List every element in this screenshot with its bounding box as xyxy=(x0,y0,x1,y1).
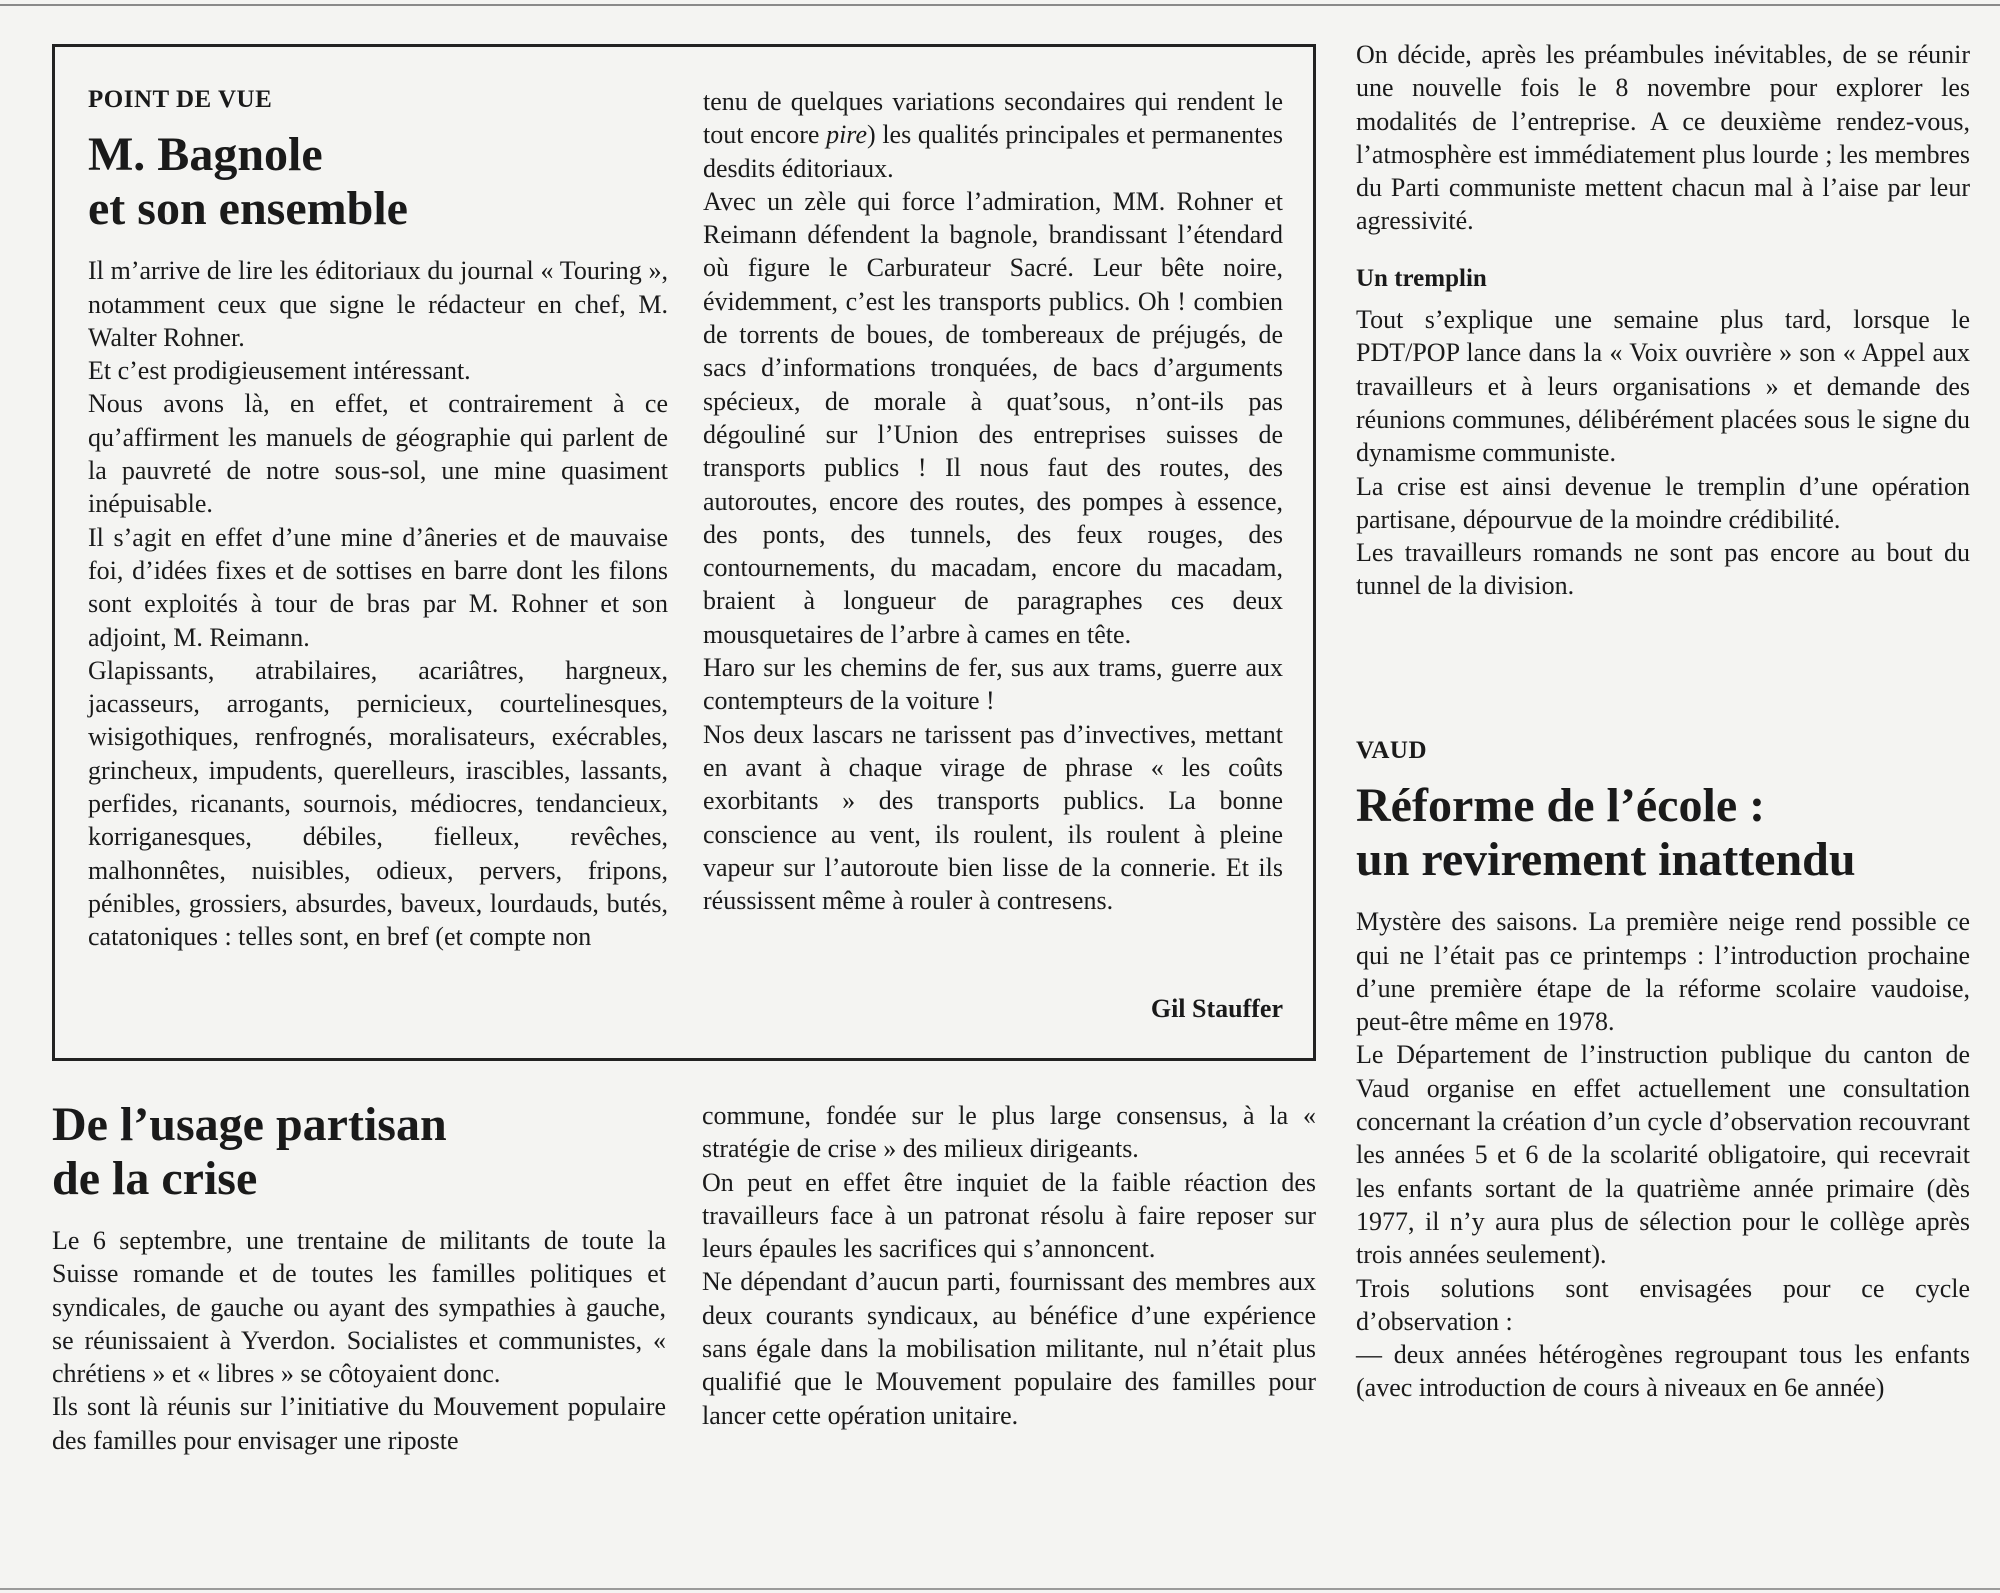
paragraph: Glapissants, atrabilaires, acariâtres, hargneux, jacasseurs, arrogants, pernicieux, courtelinesques, wisigothiques, renfrognés, moralisateurs, exécrables, grincheux, impudents, querelleurs, irascibles, lassants, perfides, ricanants, sournois, médiocres, tendancieux, korriganesques, débiles, fielleux, revêches, malhonnêtes, nuisibles, odieux, pervers, fripons, pénibles, grossiers, absurdes, baveux, lourdauds, butés, catatoniques : telles sont, en bref (et compte non xyxy=(88,655,668,952)
headline-line-2: et son ensemble xyxy=(88,182,408,236)
paragraph: On décide, après les préambules inévitables, de se réunir une nouvelle fois le 8 novembre pour explorer les modalités de l’entreprise. A ce deuxième rendez-vous, l’atmosphère est immédiatement plus lourde ; les membres du Parti communiste mettent chacun mal à l’aise par leur agressivité. xyxy=(1356,40,1970,236)
paragraph: Et c’est prodigieusement intéressant. xyxy=(88,356,471,386)
paragraph: Tout s’explique une semaine plus tard, lorsque le PDT/POP lance dans la « Voix ouvrière » son « Appel aux travailleurs et à leurs organisations » et demande des réunions communes, délibérément placées sous le signe du dynamisme communiste. xyxy=(1356,305,1970,468)
paragraph: Mystère des saisons. La première neige rend possible ce qui ne l’était pas ce printemps : l’introduction prochaine d’une première étape de la réforme scolaire vaudoise, peut-être même en 1978. xyxy=(1356,907,1970,1037)
paragraph: Nos deux lascars ne tarissent pas d’invectives, mettant en avant à chaque virage de phrase « les coûts exorbitants » des transports publics. La bonne conscience au vent, ils roulent, ils roulent à pleine vapeur sur l’autoroute bien lisse de la connerie. Et ils réussissent même à rouler à contresens. xyxy=(703,719,1283,916)
paragraph: — deux années hétérogènes regroupant tous les enfants (avec introduction de cours à niveaux en 6e année) xyxy=(1356,1340,1970,1403)
paragraph: Le Département de l’instruction publique du canton de Vaud organise en effet actuellement une consultation concernant la création d’un cycle d’observation recouvrant les années 5 et 6 de la scolarité obligatoire, qui recevrait les enfants sortant de la quatrième année primaire (dès 1977, il n’y aura plus de sélection pour le collège après trois années seulement). xyxy=(1356,1040,1970,1270)
usage-partisan-column-2 xyxy=(702,1099,1316,1432)
usage-partisan-column-1 xyxy=(52,1098,666,1457)
article-headline xyxy=(88,128,668,236)
paragraph: La crise est ainsi devenue le tremplin d’une opération partisane, dépourvue de la moindre crédibilité. xyxy=(1356,471,1970,534)
vaud-article xyxy=(1356,734,1970,1405)
paragraph: Il m’arrive de lire les éditoriaux du journal « Touring », notamment ceux que signe le rédacteur en chef, M. Walter Rohner. xyxy=(88,256,668,352)
point-de-vue-box xyxy=(52,44,1316,1061)
top-rule xyxy=(0,4,2000,6)
point-de-vue-column-1 xyxy=(88,83,668,954)
paragraph: Ne dépendant d’aucun parti, fournissant des membres aux deux courants syndicaux, au bénéfice d’une expérience sans égale dans la mobilisation militante, nul n’était plus qualifié que le Mouvement populaire des familles pour lancer cette opération unitaire. xyxy=(702,1267,1316,1430)
paragraph: Nous avons là, en effet, et contrairement à ce qu’affirment les manuels de géographie qui parlent de la pauvreté de notre sous-sol, une mine quasiment inépuisable. xyxy=(88,389,668,519)
section-kicker: VAUD xyxy=(1356,737,1427,764)
paragraph: Haro sur les chemins de fer, sus aux trams, guerre aux contempteurs de la voiture ! xyxy=(703,653,1283,716)
article-headline xyxy=(52,1098,666,1206)
paragraph: Avec un zèle qui force l’admiration, MM. Rohner et Reimann défendent la bagnole, brandissant l’étendard où figure le Carburateur Sacré. Leur bête noire, évidemment, c’est les transports publics. Oh ! combien de torrents de boues, de tombereaux de préjugés, de sacs d’informations tronquées, de bacs d’arguments spécieux, de morale à quat’sous, n’ont-ils pas dégouliné sur l’Union des entreprises suisses de transports publics ! Il nous faut des routes, des autoroutes, encore des routes, des pompes à essence, des ponts, des tunnels, des feux rouges, des contournements, du macadam, encore du macadam, braient à longueur de paragraphes ces deux mousquetaires de l’arbre à cames en tête. xyxy=(703,186,1283,649)
paragraph-text: ) les qualités principales et permanentes desdits éditoriaux. xyxy=(703,120,1283,183)
bottom-rule xyxy=(0,1588,2000,1590)
paragraph: Trois solutions sont envisagées pour ce cycle d’observation : xyxy=(1356,1273,1970,1336)
headline-line-1: Réforme de l’école : xyxy=(1356,779,1766,833)
headline-line-2: un revirement inattendu xyxy=(1356,833,1856,887)
article-headline xyxy=(1356,779,1970,887)
paragraph: Les travailleurs romands ne sont pas encore au bout du tunnel de la division. xyxy=(1356,538,1970,601)
emphasis: pire xyxy=(826,120,867,150)
subheading: Un tremplin xyxy=(1356,264,1487,292)
section-kicker: POINT DE VUE xyxy=(88,86,273,113)
paragraph: commune, fondée sur le plus large consensus, à la « stratégie de crise » des milieux dirigeants. xyxy=(702,1101,1316,1164)
paragraph-text: tenu de quelques variations secondaires qui rendent le tout encore xyxy=(703,87,1283,150)
point-de-vue-column-2 xyxy=(703,85,1283,1025)
paragraph: Il s’agit en effet d’une mine d’âneries et de mauvaise foi, d’idées fixes et de sottises en barre dont les filons sont exploités à tour de bras par M. Rohner et son adjoint, M. Reimann. xyxy=(88,522,668,652)
usage-partisan-column-3 xyxy=(1356,38,1970,603)
paragraph: On peut en effet être inquiet de la faible réaction des travailleurs face à un patronat résolu à faire reposer sur leurs épaules les sacrifices qui s’annoncent. xyxy=(702,1167,1316,1264)
headline-line-1: M. Bagnole xyxy=(88,128,323,182)
headline-line-2: de la crise xyxy=(52,1152,258,1205)
paragraph: Le 6 septembre, une trentaine de militants de toute la Suisse romande et de toutes les familles politiques et syndicales, de gauche ou ayant des sympathies à gauche, se réunissaient à Yverdon. Socialistes et communistes, « chrétiens » et « libres » se côtoyaient donc. xyxy=(52,1226,666,1389)
headline-line-1: De l’usage partisan xyxy=(52,1098,447,1151)
author-signature: Gil Stauffer xyxy=(1150,993,1283,1023)
paragraph: Ils sont là réunis sur l’initiative du Mouvement populaire des familles pour envisager une riposte xyxy=(52,1392,666,1455)
paragraph xyxy=(703,85,1283,185)
